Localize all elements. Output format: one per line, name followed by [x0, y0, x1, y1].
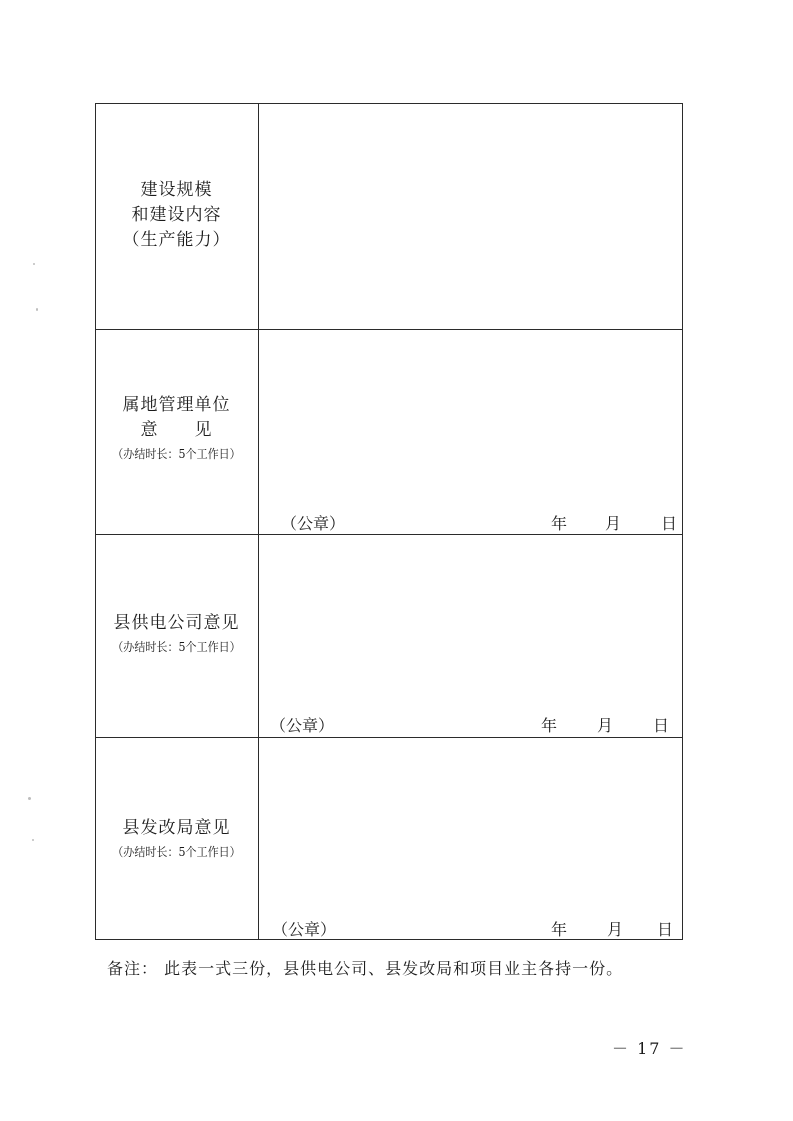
scan-speck	[33, 263, 35, 265]
scan-speck	[36, 308, 38, 311]
table-border-right	[682, 103, 683, 940]
date-month-label: 月	[597, 716, 614, 735]
label-line: 和建设内容	[131, 205, 222, 225]
scan-speck	[32, 839, 34, 841]
column-divider	[258, 103, 259, 940]
label-line: 属地管理单位	[122, 395, 231, 415]
development-bureau-opinion-label	[95, 816, 258, 863]
date-day-label: 日	[661, 514, 678, 533]
page-number: － 17 －	[612, 1039, 687, 1058]
table-border-top	[95, 103, 683, 104]
date-year-label: 年	[551, 920, 568, 939]
official-seal-label: （公章）	[281, 514, 346, 533]
label-line: 县供电公司意见	[113, 613, 240, 633]
label-line: （生产能力）	[122, 230, 231, 250]
label-line: 意 见	[140, 420, 213, 440]
table-border-bottom	[95, 939, 683, 940]
construction-scale-label	[95, 178, 258, 253]
power-company-opinion-label	[95, 611, 258, 658]
label-line: 建设规模	[140, 180, 213, 200]
scan-speck	[28, 797, 31, 800]
row-divider	[95, 737, 683, 738]
remarks-footnote: 备注： 此表一式三份，县供电公司、县发改局和项目业主各持一份。	[107, 959, 624, 978]
label-line: 县发改局意见	[122, 818, 231, 838]
processing-time-note: （办结时长：5个工作日）	[112, 447, 241, 461]
date-month-label: 月	[607, 920, 624, 939]
processing-time-note: （办结时长：5个工作日）	[112, 845, 241, 859]
application-form-table	[95, 103, 683, 940]
date-day-label: 日	[657, 920, 674, 939]
row-divider	[95, 329, 683, 330]
local-management-opinion-label	[95, 393, 258, 465]
date-year-label: 年	[541, 716, 558, 735]
date-day-label: 日	[653, 716, 670, 735]
row-divider	[95, 534, 683, 535]
official-seal-label: （公章）	[270, 716, 335, 735]
date-month-label: 月	[605, 514, 622, 533]
date-year-label: 年	[551, 514, 568, 533]
processing-time-note: （办结时长：5个工作日）	[112, 640, 241, 654]
official-seal-label: （公章）	[272, 920, 337, 939]
